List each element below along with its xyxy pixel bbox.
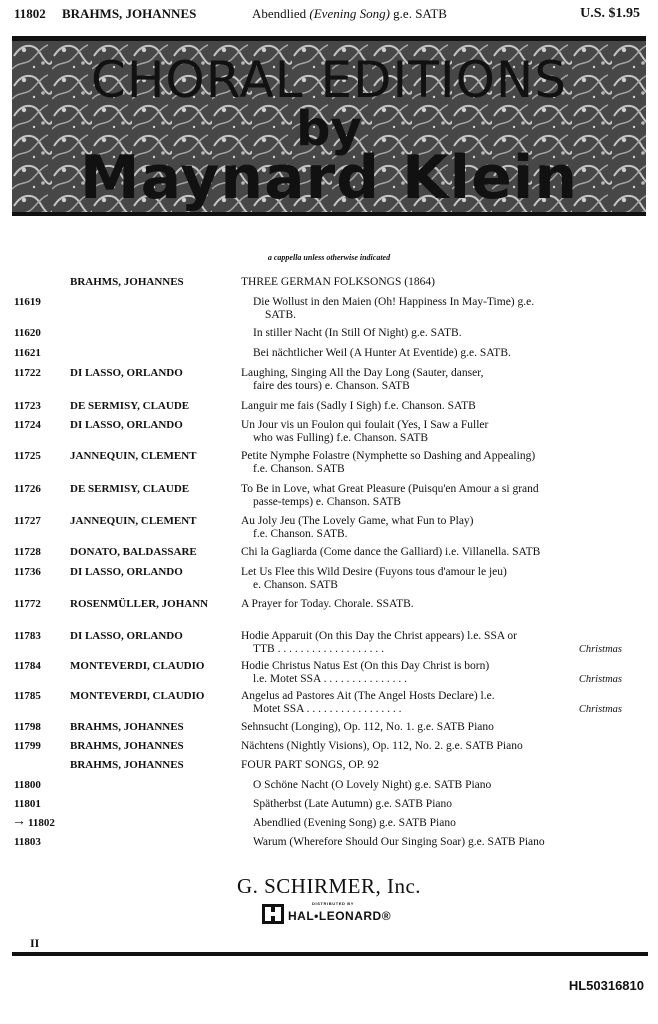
work-line2: Motet SSA . . . . . . . . . . . . . . . . . xyxy=(253,703,402,715)
work-line2: faire des tours) e. Chanson. SATB xyxy=(253,380,410,392)
a-cappella-note: a cappella unless otherwise indicated xyxy=(267,253,391,262)
composer: DI LASSO, ORLANDO xyxy=(70,566,183,578)
publisher-name: G. SCHIRMER, Inc. xyxy=(236,874,422,898)
work-title: Bei nächtlicher Weil (A Hunter At Eventide) g.e. SATB. xyxy=(253,347,511,359)
work-line2: TTB . . . . . . . . . . . . . . . . . . . xyxy=(253,643,384,655)
edition-number: 11722 xyxy=(14,367,41,379)
work-title: Abendlied (Evening Song) g.e. SATB Piano xyxy=(253,817,456,829)
header-price: U.S. $1.95 xyxy=(580,6,640,21)
composer: BRAHMS, JOHANNES xyxy=(70,740,184,752)
work-line1: Petite Nymphe Folastre (Nymphette so Dashing and Appealing) xyxy=(241,450,536,462)
composer: MONTEVERDI, CLAUDIO xyxy=(70,690,205,702)
work-title: Chi la Gagliarda (Come dance the Galliard) i.e. Villanella. SATB xyxy=(241,546,541,558)
banner-title-line2: by xyxy=(296,101,362,157)
composer: ROSENMÜLLER, JOHANN xyxy=(70,598,209,610)
occasion-label: Christmas xyxy=(578,674,622,685)
hal-leonard-mark-icon xyxy=(262,904,284,924)
work-line1: Un Jour vis un Foulon qui foulait (Yes, I Saw a Fuller xyxy=(241,419,489,431)
work-title xyxy=(241,660,489,686)
edition-number: 11728 xyxy=(14,546,41,558)
banner-title-line3: Maynard Klein xyxy=(79,143,579,213)
work-title: THREE GERMAN FOLKSONGS (1864) xyxy=(241,276,435,288)
work-title: Languir me fais (Sadly I Sigh) f.e. Chanson. SATB xyxy=(241,400,476,412)
work-line1: Hodie Apparuit (On this Day the Christ appears) l.e. SSA or xyxy=(241,630,517,642)
edition-number: 11799 xyxy=(14,740,41,752)
edition-number: 11620 xyxy=(14,327,41,339)
work-title xyxy=(241,419,488,445)
composer: BRAHMS, JOHANNES xyxy=(70,759,184,771)
choral-editions-banner xyxy=(12,36,646,216)
work-line1: Hodie Christus Natus Est (On this Day Christ is born) xyxy=(241,660,490,672)
composer: JANNEQUIN, CLEMENT xyxy=(70,450,197,462)
composer: BRAHMS, JOHANNES xyxy=(70,721,184,733)
edition-number: 11619 xyxy=(14,296,41,308)
header-composer: BRAHMS, JOHANNES xyxy=(62,6,197,21)
composer: BRAHMS, JOHANNES xyxy=(70,276,184,288)
catalog-number: HL50316810 xyxy=(568,978,644,993)
work-line2: passe-temps) e. Chanson. SATB xyxy=(253,496,401,508)
header-title-main: Abendlied xyxy=(252,6,307,21)
work-line2: f.e. Chanson. SATB xyxy=(253,463,345,475)
edition-number: 11798 xyxy=(14,721,41,733)
work-line2: who was Fulling) f.e. Chanson. SATB xyxy=(253,432,429,444)
work-line2: e. Chanson. SATB xyxy=(253,579,338,591)
edition-number: 11785 xyxy=(14,690,41,702)
work-line1: Die Wollust in den Maien (Oh! Happiness In May-Time) g.e. xyxy=(253,296,535,308)
edition-number: 11803 xyxy=(14,836,41,848)
work-title: Sehnsucht (Longing), Op. 112, No. 1. g.e. SATB Piano xyxy=(241,721,494,733)
work-title: Spätherbst (Late Autumn) g.e. SATB Piano xyxy=(253,798,452,810)
occasion-label: Christmas xyxy=(578,644,622,655)
work-title xyxy=(241,483,539,509)
composer: DE SERMISY, CLAUDE xyxy=(70,400,190,412)
edition-number: 11783 xyxy=(14,630,41,642)
composer: DI LASSO, ORLANDO xyxy=(70,630,183,642)
work-title: In stiller Nacht (In Still Of Night) g.e. SATB. xyxy=(253,327,462,339)
composer: DI LASSO, ORLANDO xyxy=(70,367,183,379)
edition-number: 11801 xyxy=(14,798,41,810)
work-title: Warum (Wherefore Should Our Singing Soar) g.e. SATB Piano xyxy=(253,836,545,848)
edition-number: 11726 xyxy=(14,483,41,495)
work-line2: SATB. xyxy=(265,309,296,321)
work-title xyxy=(241,566,507,592)
composer: MONTEVERDI, CLAUDIO xyxy=(70,660,205,672)
edition-number: 11736 xyxy=(14,566,41,578)
work-line1: Laughing, Singing All the Day Long (Sauter, danser, xyxy=(241,367,484,379)
work-line2: f.e. Chanson. SATB. xyxy=(253,528,348,540)
work-title: A Prayer for Today. Chorale. SSATB. xyxy=(241,598,414,610)
page-label: II xyxy=(30,936,40,950)
top-header xyxy=(0,6,658,30)
edition-number: 11784 xyxy=(14,660,41,672)
header-edition-number: 11802 xyxy=(14,6,46,21)
work-title: Nächtens (Nightly Visions), Op. 112, No. 2. g.e. SATB Piano xyxy=(241,740,523,752)
edition-number: 11724 xyxy=(14,419,41,431)
work-title: FOUR PART SONGS, OP. 92 xyxy=(241,759,379,771)
work-line1: Au Joly Jeu (The Lovely Game, what Fun to Play) xyxy=(241,515,474,527)
distributed-by-label: DISTRIBUTED BY xyxy=(312,901,354,906)
work-line1: Let Us Flee this Wild Desire (Fuyons tous d'amour le jeu) xyxy=(241,566,507,578)
bottom-rule xyxy=(12,952,648,956)
header-title xyxy=(252,6,447,22)
work-title xyxy=(241,630,517,656)
edition-number: 11727 xyxy=(14,515,41,527)
work-title: O Schöne Nacht (O Lovely Night) g.e. SATB Piano xyxy=(253,779,492,791)
work-line2: l.e. Motet SSA . . . . . . . . . . . . . . . xyxy=(253,673,407,685)
banner-title-line1: CHORAL EDITIONS xyxy=(90,51,568,109)
edition-number: 11802 xyxy=(28,817,55,829)
edition-number: 11772 xyxy=(14,598,41,610)
work-title xyxy=(241,367,483,393)
work-title xyxy=(253,296,534,322)
edition-number: 11800 xyxy=(14,779,41,791)
edition-number: 11723 xyxy=(14,400,41,412)
work-line1: Angelus ad Pastores Ait (The Angel Hosts Declare) l.e. xyxy=(241,690,495,702)
work-title xyxy=(241,690,495,716)
distributor-name: HAL•LEONARD® xyxy=(288,909,392,923)
work-title xyxy=(241,450,535,476)
composer: DI LASSO, ORLANDO xyxy=(70,419,183,431)
edition-number: 11725 xyxy=(14,450,41,462)
composer: DE SERMISY, CLAUDE xyxy=(70,483,190,495)
edition-number: 11621 xyxy=(14,347,41,359)
composer: JANNEQUIN, CLEMENT xyxy=(70,515,197,527)
composer: DONATO, BALDASSARE xyxy=(70,546,197,558)
occasion-label: Christmas xyxy=(578,704,622,715)
header-title-suffix: g.e. SATB xyxy=(389,6,447,21)
work-line1: To Be in Love, what Great Pleasure (Puisqu'en Amour a si grand xyxy=(241,483,539,495)
current-item-arrow-icon: → xyxy=(12,814,26,829)
work-title xyxy=(241,515,474,541)
header-title-translation: (Evening Song) xyxy=(309,6,390,21)
